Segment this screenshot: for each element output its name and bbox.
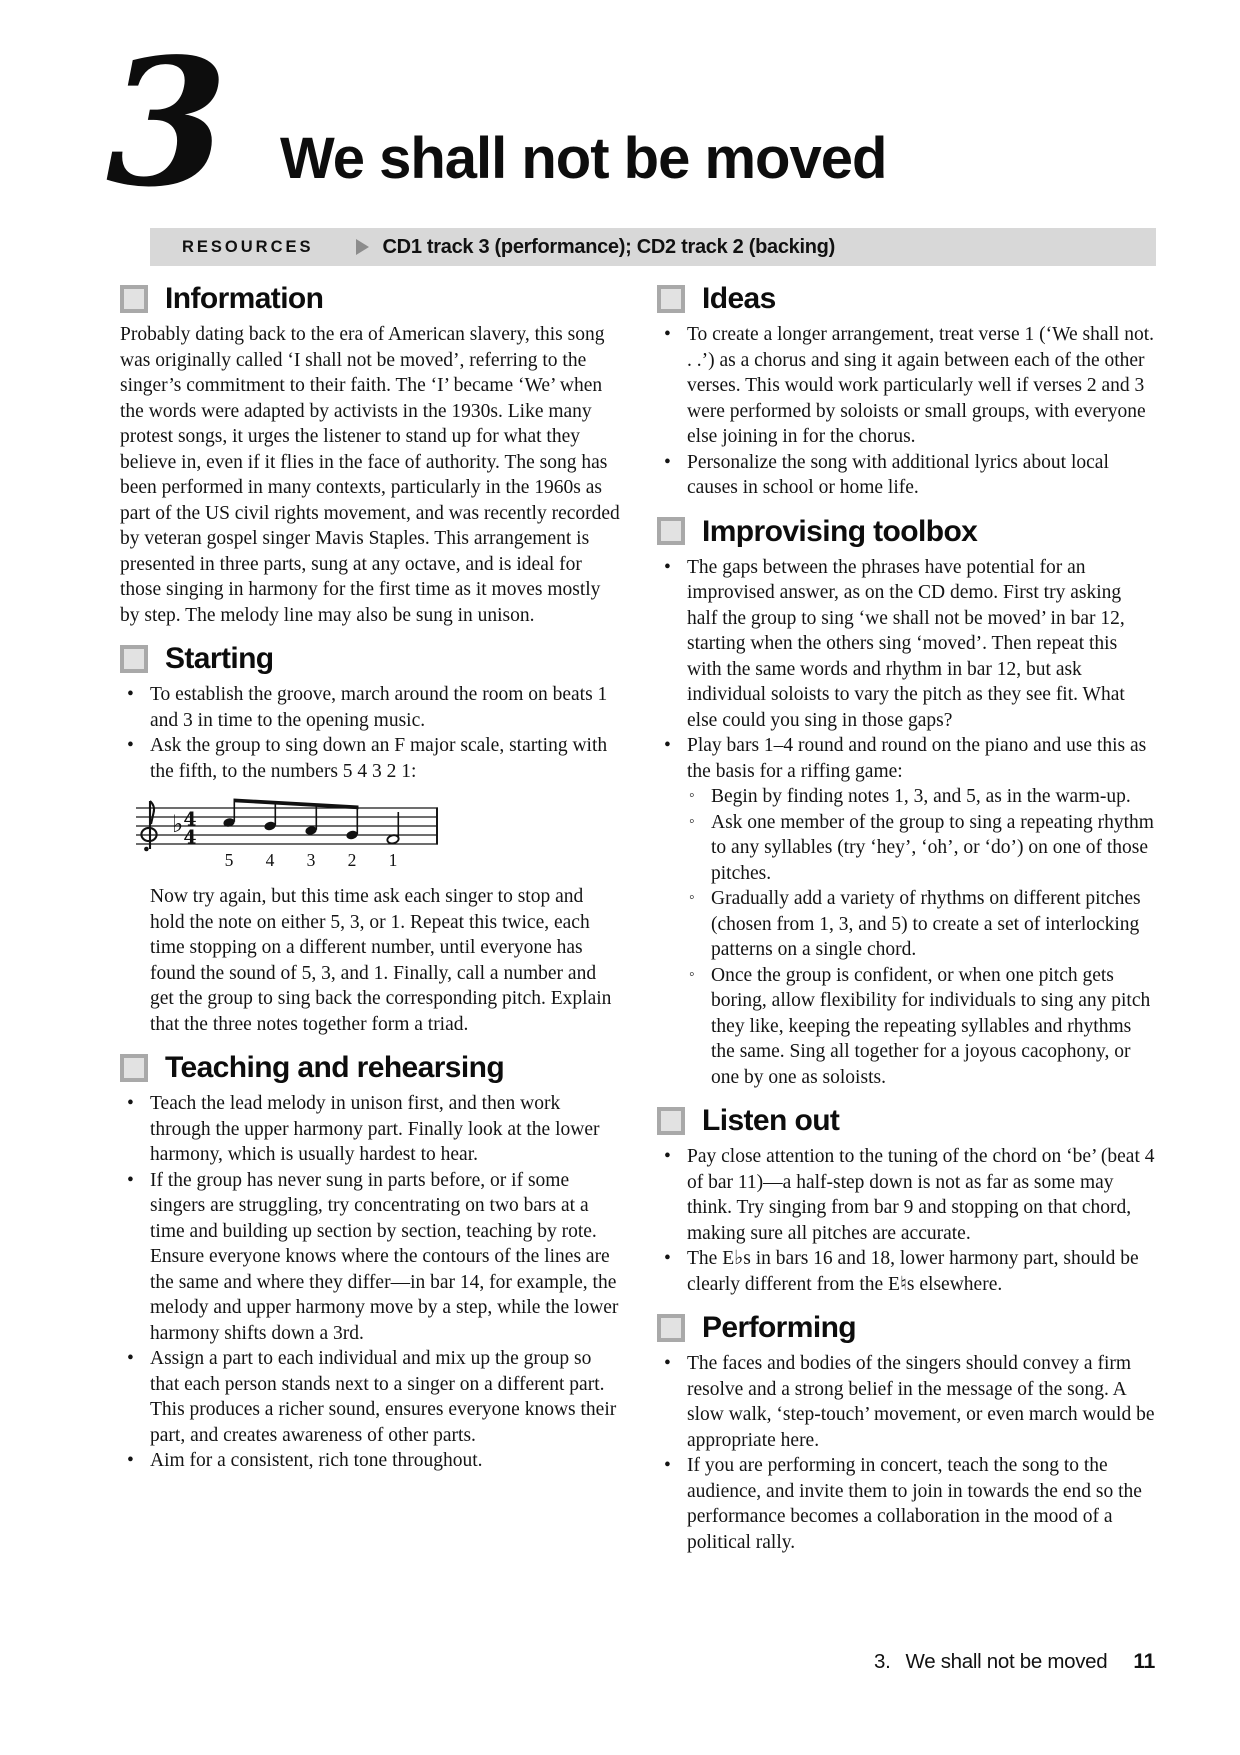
- time-signature-top: 4: [183, 808, 197, 831]
- section-title: Improvising toolbox: [702, 514, 978, 548]
- list-item: [657, 555, 1155, 734]
- music-notation: [134, 796, 622, 874]
- list-item-text: Pay close attention to the tuning of the chord on ‘be’ (beat 4 of bar 11)––a half-step down is not as far as some may think. Try singing from bar 9 and stopping on that chord, making sure all pitches are accurate.: [687, 1146, 1155, 1244]
- section-square-icon: [657, 517, 685, 545]
- information-paragraph: Probably dating back to the era of American slavery, this song was originally called ‘I shall not be moved’, referring to the singer’s commitment to their faith. The ‘I’ became ‘We’ when the words were adapted by activists in the 1930s. Like many protest songs, it urges the listener to stand up for what they believe in, even if it flies in the face of authority. The song has been performed in many contexts, particularly in the 1960s as part of the US civil rights movement, and was recently recorded by veteran gospel singer Mavis Staples. This arrangement is presented in three parts, sung at any octave, and is ideal for those singing in harmony for the first time as it moves mostly by step. The melody line may also be sung in unison.: [120, 324, 620, 626]
- list-item: [120, 733, 622, 784]
- section-square-icon: [657, 1107, 685, 1135]
- section-heading-teaching: [120, 1051, 622, 1084]
- section-square-icon: [657, 285, 685, 313]
- list-item-text: Once the group is confident, or when one pitch gets boring, allow flexibility for individuals to sing any pitch they like, keeping the repeating syllables and rhythms the same. Sing all together for a joyous cacophony, or one by one as soloists.: [711, 964, 1151, 1088]
- list-item-text: If you are performing in concert, teach the song to the audience, and invite them to join in towards the end so the performance becomes a collaboration in the mood of a political rally.: [687, 1455, 1142, 1553]
- list-item: [120, 1346, 622, 1448]
- section-heading-ideas: [657, 282, 1155, 315]
- list-item-text: Aim for a consistent, rich tone throughout.: [150, 1450, 483, 1471]
- list-item: [657, 1246, 1155, 1297]
- footer-chapter-number: 3.: [874, 1650, 891, 1673]
- note-label: 2: [347, 850, 357, 870]
- section-title: Ideas: [702, 282, 776, 315]
- sub-list-item: [684, 886, 1155, 963]
- list-item-text: The faces and bodies of the singers should convey a firm resolve and a strong belief in the message of the song. A slow walk, ‘step-touch’ movement, or even march would be appropriate here.: [687, 1353, 1155, 1451]
- after-music-paragraph: Now try again, but this time ask each singer to stop and hold the note on either 5, 3, or 1. Repeat this twice, each time stopping on a different number, until everyone has found the sound of 5, 3, and 1. Finally, call a number and get the group to sing back the corresponding pitch. Explain that the three notes together form a triad.: [150, 886, 612, 1035]
- list-item: [657, 733, 1155, 784]
- section-title: Listen out: [702, 1104, 840, 1137]
- music-staff: [134, 796, 444, 874]
- section-title: Information: [165, 282, 324, 315]
- page-title: We shall not be moved: [280, 126, 887, 191]
- note-label: 3: [306, 850, 316, 870]
- sub-list-item: [684, 784, 1155, 810]
- page-number: 11: [1133, 1650, 1155, 1673]
- list-item-text: Gradually add a variety of rhythms on different pitches (chosen from 1, 3, and 5) to create a set of interlocking patterns on a single chord.: [711, 888, 1141, 960]
- section-square-icon: [120, 285, 148, 313]
- list-item-text: Teach the lead melody in unison first, and then work through the upper harmony part. Finally look at the lower harmony, which is usually hardest to hear.: [150, 1093, 600, 1165]
- list-item: [657, 1453, 1155, 1555]
- section-heading-information: [120, 282, 622, 315]
- list-item-text: To establish the groove, march around the room on beats 1 and 3 in time to the opening music.: [150, 684, 608, 731]
- list-item: [120, 682, 622, 733]
- section-square-icon: [120, 1054, 148, 1082]
- note-label: 4: [265, 850, 275, 870]
- list-item-text: To create a longer arrangement, treat verse 1 (‘We shall not. . .’) as a chorus and sing it again between each of the other verses. This would work particularly well if verses 2 and 3 were performed by soloists or small groups, with everyone else joining in for the chorus.: [687, 324, 1155, 447]
- list-item-text: If the group has never sung in parts before, or if some singers are struggling, try concentrating on two bars at a time and building up section by section, teaching by rote. Ensure everyone knows where the contours of the lines are the same and where they differ—in bar 14, for example, the melody and upper harmony move by a step, while the lower harmony shifts down a 3rd.: [150, 1169, 619, 1344]
- list-item-text: Begin by finding notes 1, 3, and 5, as in the warm-up.: [711, 786, 1131, 807]
- section-title: Performing: [702, 1311, 857, 1344]
- list-item-text: Play bars 1–4 round and round on the piano and use this as the basis for a riffing game:: [687, 735, 1147, 782]
- list-item: [657, 450, 1155, 501]
- section-heading-listen-out: [657, 1104, 1155, 1137]
- list-item-text: Ask the group to sing down an F major scale, starting with the fifth, to the numbers 5 4 3 2 1:: [150, 735, 608, 782]
- note-label: 1: [388, 850, 398, 870]
- sub-list-item: [684, 963, 1155, 1091]
- resources-bar: [150, 228, 1156, 266]
- list-item: [120, 1091, 622, 1168]
- section-square-icon: [120, 645, 148, 673]
- right-column: [657, 280, 1155, 1555]
- sub-list-item: [684, 810, 1155, 887]
- note-f-half: [387, 834, 400, 845]
- note-label: 5: [224, 850, 234, 870]
- list-item: [657, 322, 1155, 450]
- section-heading-improvising: [657, 515, 1155, 548]
- list-item-text: Assign a part to each individual and mix up the group so that each person stands next to a singer on a different part. This produces a richer sound, ensures everyone knows their part, and creates awareness of other parts.: [150, 1348, 617, 1446]
- list-item: [657, 1351, 1155, 1453]
- section-title: Teaching and rehearsing: [165, 1051, 505, 1084]
- list-item-text: Personalize the song with additional lyrics about local causes in school or home life.: [687, 451, 1109, 498]
- resources-tracks: CD1 track 3 (performance); CD2 track 2 (backing): [382, 235, 835, 258]
- time-signature-bottom: 4: [183, 826, 197, 849]
- notes: [222, 799, 399, 845]
- section-heading-starting: [120, 642, 622, 675]
- resources-label: RESOURCES: [182, 237, 314, 256]
- left-column: [120, 280, 622, 1474]
- list-item-text: The gaps between the phrases have potential for an improvised answer, as on the CD demo. First try asking half the group to sing ‘we shall not be moved’ in bar 12, starting when the others sing ‘moved’. Then repeat this with the same words and rhythm in bar 12, but ask individual soloists to vary the pitch as they see fit. What else could you sing in those gaps?: [687, 556, 1125, 731]
- note-number-labels: [225, 850, 398, 870]
- list-item: [120, 1168, 622, 1347]
- flat-sign: ♭: [172, 810, 184, 838]
- list-item: [657, 1144, 1155, 1246]
- chapter-number: 3: [106, 21, 228, 226]
- list-item-text: The E♭s in bars 16 and 18, lower harmony part, should be clearly different from the E♮s elsewhere.: [687, 1248, 1139, 1295]
- section-title: Starting: [165, 642, 274, 675]
- page-footer: [874, 1650, 1155, 1674]
- arrow-right-icon: [356, 239, 369, 255]
- section-square-icon: [657, 1314, 685, 1342]
- footer-chapter-title: We shall not be moved: [905, 1650, 1108, 1673]
- list-item-text: Ask one member of the group to sing a repeating rhythm to any syllables (try ‘hey’, ‘oh’, or ‘do’) on one of those pitches.: [711, 811, 1154, 884]
- section-heading-performing: [657, 1311, 1155, 1344]
- list-item: [120, 1448, 622, 1474]
